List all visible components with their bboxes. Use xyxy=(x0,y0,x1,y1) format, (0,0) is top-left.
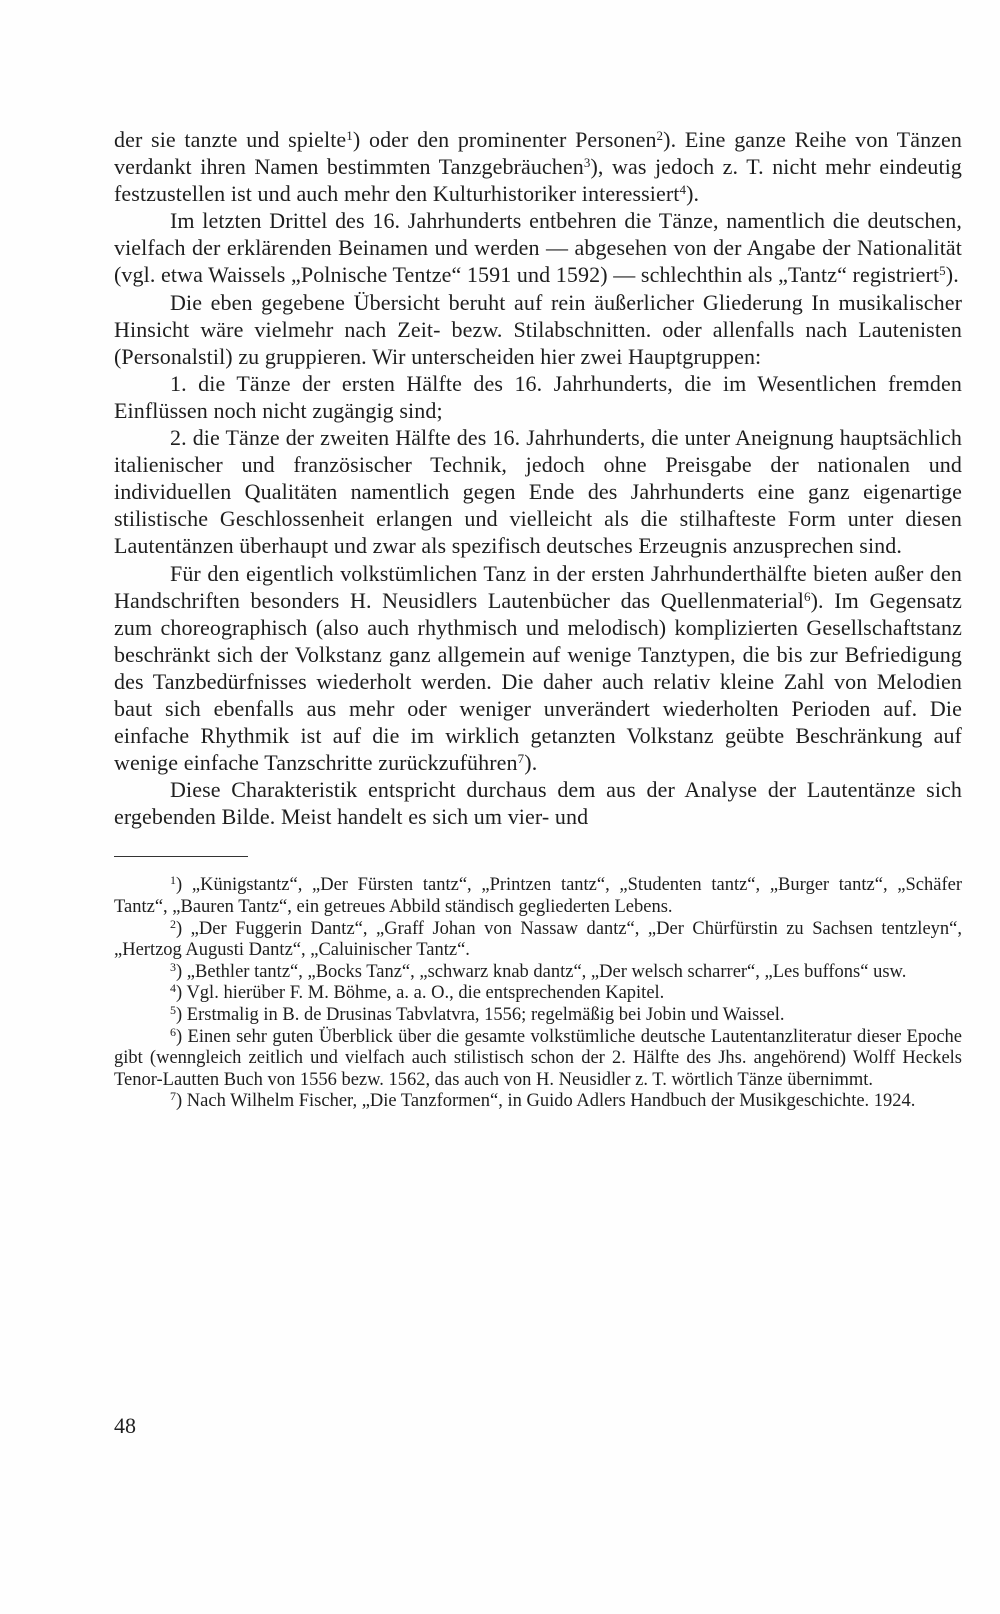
paragraph-4 xyxy=(114,560,962,777)
text-run: ). Eine ganze Reihe von Tänzen verdankt ihren Namen bestimmten Tanzgebräuchen xyxy=(114,127,962,180)
footnote-number: 3 xyxy=(170,959,176,974)
text-run: ). xyxy=(945,262,959,288)
page-content xyxy=(114,126,962,1113)
footnote-ref-5: 5 xyxy=(939,263,946,279)
main-text xyxy=(114,126,962,830)
footnote-number: 2 xyxy=(170,916,176,931)
text-run: der sie tanzte und spielte xyxy=(114,127,347,152)
footnote-1 xyxy=(114,875,962,918)
footnote-number: 1 xyxy=(170,873,176,888)
paragraph-2 xyxy=(114,207,962,288)
footnote-2 xyxy=(114,916,962,962)
footnote-ref-6: 6 xyxy=(804,588,811,604)
footnote-3 xyxy=(114,959,962,984)
footnote-ref-3: 3 xyxy=(583,155,591,171)
text-run: ). Im Gegensatz zum choreographisch (also auch rhythmisch und melodisch) komplizierten Gesellschaftstanz beschränkt sich der Volkstanz ganz allgemein auf wenige Tanztypen, die bis zur Befriedigung des Tanzbedürfnisses wiederholt werden. Die daher auch relativ kleine Zahl von Melodien baut sich ebenfalls aus mehr oder weniger unverändert wiederholten Perioden auf. Die einfache Rhythmik ist auf die im wirklich getanzten Volkstanz geübte Beschränkung auf wenige einfache Tanzschritte zurückzuführen xyxy=(114,587,962,776)
footnotes xyxy=(114,875,962,1113)
text-run: ), was jedoch z. T. nicht mehr eindeutig festzustellen ist und auch mehr den Kulturhistoriker interessiert xyxy=(114,154,963,207)
paragraph-5: Diese Charakteristik entspricht durchaus dem aus der Analyse der Lautentänze sich ergebenden Bilde. Meist handelt es sich um vier- und xyxy=(114,777,962,830)
footnote-text: ) „Der Fuggerin Dantz“, „Graff Johan von Nassaw dantz“, „Der Chürfürstin zu Sachsen tentzleyn“, „Hertzog Augusti Dantz“, „Caluinischer Tantz“. xyxy=(114,918,962,961)
text-run: ). xyxy=(686,181,700,207)
footnote-divider xyxy=(114,856,248,857)
footnote-text: ) Erstmalig in B. de Drusinas Tabvlatvra, 1556; regelmäßig bei Jobin und Waissel. xyxy=(176,1005,785,1025)
footnote-number: 7 xyxy=(170,1089,176,1104)
footnote-7 xyxy=(114,1091,962,1113)
footnote-number: 5 xyxy=(170,1003,176,1017)
text-run: ) oder den prominenter Personen xyxy=(352,127,657,152)
text-run: ). xyxy=(524,750,538,776)
footnote-ref-7: 7 xyxy=(517,751,525,767)
text-run: Für den eigentlich volkstümlichen Tanz in der ersten Jahrhunderthälfte bieten außer den Handschriften besonders H. Neusidlers Lautenbücher das Quellenmaterial xyxy=(114,560,962,613)
footnote-number: 4 xyxy=(170,981,176,996)
list-item-1: 1. die Tänze der ersten Hälfte des 16. Jahrhunderts, die im Wesentlichen fremden Einflüssen noch nicht zugängig sind; xyxy=(114,370,962,423)
text-run: Im letzten Drittel des 16. Jahrhunderts entbehren die Tänze, namentlich die deutschen, vielfach der erklärenden Beinamen und werden — abgesehen von der Angabe der Nationalität (vgl. etwa Waissels „Polnische Tentze“ 1591 und 1592) — schlechthin als „Tantz“ registriert xyxy=(114,208,962,288)
footnote-6 xyxy=(114,1024,962,1092)
footnote-number: 6 xyxy=(170,1024,176,1039)
paragraph-3: Die eben gegebene Übersicht beruht auf rein äußerlicher Gliederung In musikalischer Hinsicht wäre vielmehr nach Zeit- bezw. Stilabschnitten. oder allenfalls nach Lautenisten (Personalstil) zu gruppieren. Wir unterscheiden hier zwei Hauptgruppen: xyxy=(114,289,962,369)
page-number: 48 xyxy=(114,1413,136,1438)
footnote-text: ) Einen sehr guten Überblick über die gesamte volkstümliche deutsche Lautentanzliteratur dieser Epoche gibt (wenngleich zeitlich und vielfach auch stilistisch schon der 2. Hälfte des Jhs. angehörend) Wolff Heckels Tenor-Lautten Buch von 1556 bezw. 1562, das auch von H. Neusidler z. T. wörtlich Tänze übernimmt. xyxy=(114,1026,962,1090)
list-item-2: 2. die Tänze der zweiten Hälfte des 16. Jahrhunderts, die unter Aneignung hauptsächlich italienischer und französischer Technik, jedoch ohne Preisgabe der nationalen und individuellen Qualitäten namentlich gegen Ende des Jahrhunderts eine ganz eigenartige stilistische Geschlossenheit erlangen und vielleicht als die stilhafteste Form unter diesen Lautentänzen überhaupt und zwar als spezifisch deutsches Erzeugnis anzusprechen sind. xyxy=(114,425,962,559)
footnote-5 xyxy=(114,1005,962,1027)
footnote-ref-4: 4 xyxy=(679,182,687,198)
footnote-4 xyxy=(114,983,962,1005)
footnote-text: ) Vgl. hierüber F. M. Böhme, a. a. O., die entsprechenden Kapitel. xyxy=(176,983,665,1004)
paragraph-1 xyxy=(114,126,962,207)
footnote-text: ) Nach Wilhelm Fischer, „Die Tanzformen“, in Guido Adlers Handbuch der Musikgeschichte. 1924. xyxy=(176,1091,916,1112)
footnote-text: ) „Künigstantz“, „Der Fürsten tantz“, „Printzen tantz“, „Studenten tantz“, „Burger tantz“, „Schäfer Tantz“, „Bauren Tantz“, ein getreues Abbild ständisch gegliederten Lebens. xyxy=(114,875,962,918)
footnote-ref-2: 2 xyxy=(656,128,664,143)
footnote-ref-1: 1 xyxy=(346,128,353,143)
footnote-text: ) „Bethler tantz“, „Bocks Tanz“, „schwarz knab dantz“, „Der welsch scharrer“, „Les buffons“ usw. xyxy=(176,961,907,982)
